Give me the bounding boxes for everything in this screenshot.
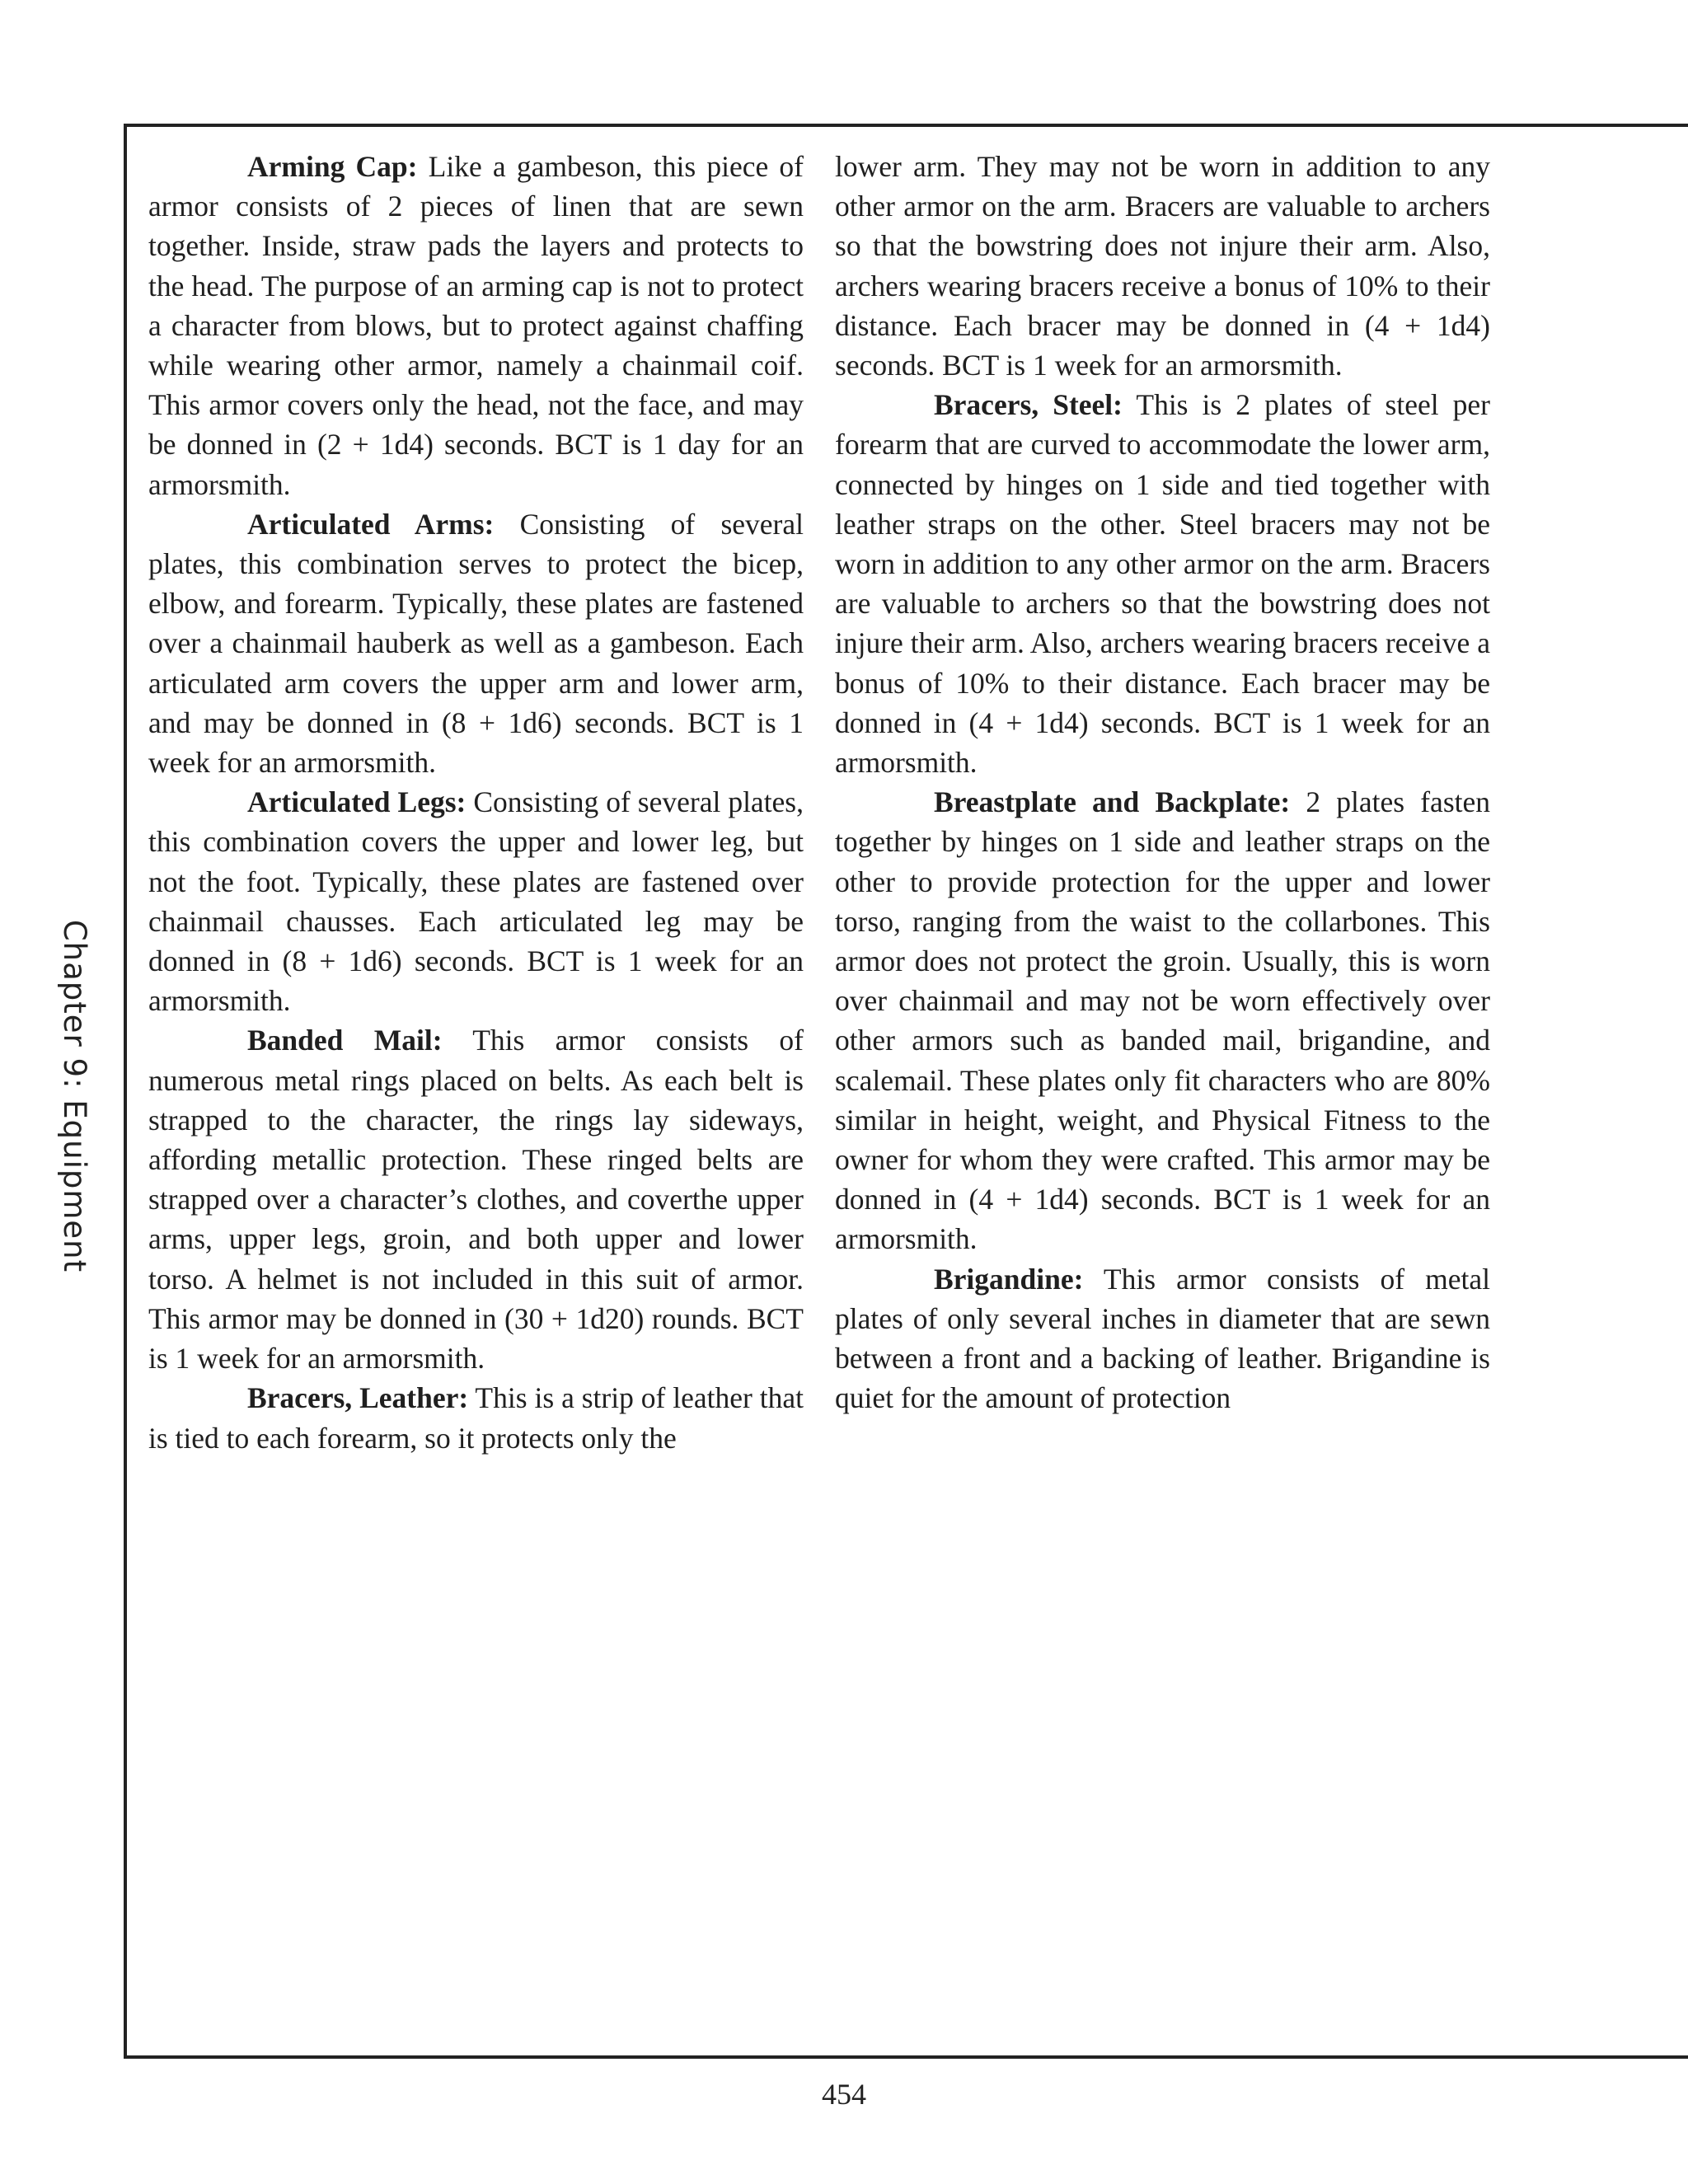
entry-term: Bracers, Steel:: [934, 388, 1123, 422]
entry-text: Like a gambeson, this piece of armor consists of 2 pieces of linen that are sewn together. Inside, straw pads the layers and protects to the head. The purpose of an arming cap is not to protect a character from blows, but to protect against chaffing while wearing other armor, namely a chainmail coif. This armor covers only the head, not the face, and may be donned in (2 + 1d4) seconds. BCT is 1 day for an armorsmith.: [148, 150, 804, 501]
left-column: [148, 147, 804, 1458]
page-number: 454: [822, 2078, 866, 2111]
entry-text: Consisting of several plates, this combination serves to protect the bicep, elbow, and forearm. Typically, these plates are fastened over a chainmail hauberk as well as a gambeson. Each articulated arm covers the upper arm and lower arm, and may be donned in (8 + 1d6) seconds. BCT is 1 week for an armorsmith.: [148, 507, 804, 780]
right-column: [835, 147, 1490, 1418]
entry-term: Breastplate and Backplate:: [934, 785, 1291, 819]
entry-breastplate-backplate: [835, 782, 1490, 1258]
entry-term: Articulated Legs:: [247, 785, 467, 819]
frame-top-rule: [124, 124, 1688, 127]
entry-text: This is a strip of leather that is tied to each forearm, so it protects only the: [148, 1381, 804, 1455]
entry-text: 2 plates fasten together by hinges on 1 side and leather straps on the other to provide protection for the upper and lower torso, ranging from the waist to the collarbones. This armor does not protect the groin. Usually, this is worn over chainmail and may not be worn effectively over other armors such as banded mail, brigandine, and scalemail. These plates only fit characters who are 80% similar in height, weight, and Physical Fitness to the owner for whom they were crafted. This armor may be donned in (4 + 1d4) seconds. BCT is 1 week for an armorsmith.: [835, 785, 1490, 1256]
entry-text: This armor consists of metal plates of only several inches in diameter that are sewn between a front and a backing of leather. Brigandine is quiet for the amount of protection: [835, 1262, 1490, 1415]
chapter-side-tab: Chapter 9: Equipment: [57, 919, 92, 1273]
entry-term: Articulated Arms:: [247, 507, 495, 541]
entry-term: Brigandine:: [934, 1262, 1084, 1296]
entry-term: Banded Mail:: [247, 1024, 443, 1057]
entry-continuation: lower arm. They may not be worn in addition to any other armor on the arm. Bracers are valuable to archers so that the bowstring does not injure their arm. Also, archers wearing bracers receive a bonus of 10% to their distance. Each bracer may be donned in (4 + 1d4) seconds. BCT is 1 week for an armorsmith.: [835, 150, 1490, 382]
frame-bottom-rule: [124, 2055, 1688, 2059]
entry-term: Arming Cap:: [247, 150, 418, 183]
entry-brigandine: [835, 1259, 1490, 1418]
entry-banded-mail: [148, 1020, 804, 1378]
entry-bracers-steel: [835, 385, 1490, 782]
entry-arming-cap: [148, 147, 804, 504]
frame-left-rule: [124, 124, 127, 2059]
entry-bracers-leather: [148, 1378, 804, 1457]
entry-text: Consisting of several plates, this combination covers the upper and lower leg, but not the foot. Typically, these plates are fastened over chainmail chausses. Each articulated leg may be donned in (8 + 1d6) seconds. BCT is 1 week for an armorsmith.: [148, 785, 804, 1018]
entry-articulated-arms: [148, 504, 804, 782]
entry-text: This is 2 plates of steel per forearm that are curved to accommodate the lower arm, connected by hinges on 1 side and tied together with leather straps on the other. Steel bracers may not be worn in addition to any other armor on the arm. Bracers are valuable to archers so that the bowstring does not injure their arm. Also, archers wearing bracers receive a bonus of 10% to their distance. Each bracer may be donned in (4 + 1d4) seconds. BCT is 1 week for an armorsmith.: [835, 388, 1490, 780]
entry-term: Bracers, Leather:: [247, 1381, 469, 1415]
entry-articulated-legs: [148, 782, 804, 1020]
entry-text: This armor consists of numerous metal rings placed on belts. As each belt is strapped to the character, the rings lay sideways, affording metallic protection. These ringed belts are strapped over a character’s clothes, and coverthe upper arms, upper legs, groin, and both upper and lower torso. A helmet is not included in this suit of armor. This armor may be donned in (30 + 1d20) rounds. BCT is 1 week for an armorsmith.: [148, 1024, 804, 1376]
